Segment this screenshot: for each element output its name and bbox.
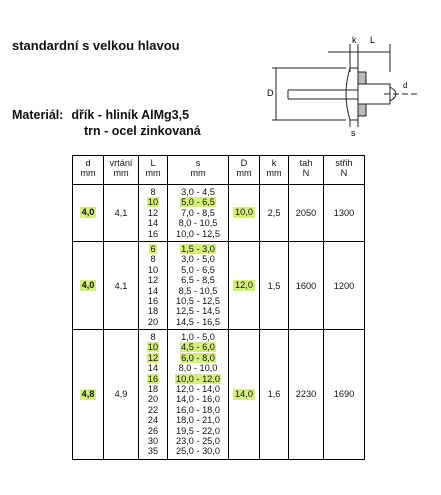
cell-s: 3,0 - 5,0 [181,254,215,265]
cell-L: 20 [147,316,159,327]
cell-L: 6 [150,243,156,254]
col-header: D mm [229,156,260,185]
col-header: L mm [139,156,168,185]
rivet-spec-table [72,155,365,460]
cell-s: 8,0 - 10,0 [178,363,218,374]
cell-s: 4,5 - 6,0 [181,342,215,353]
cell-L: 12 [147,207,159,218]
cell-s: 14,0 - 16,0 [176,394,220,405]
cell-s: 18,0 - 21,0 [176,415,220,426]
cell-strih: 1300 [333,207,355,218]
label-d: d [403,81,408,90]
cell-L: 30 [147,435,159,446]
cell-k: 1,5 [267,280,281,291]
material-label: Materiál: [12,108,64,122]
cell-s: 10,0 - 12,5 [176,228,220,239]
cell-L: 8 [150,332,156,343]
label-D: D [267,88,274,98]
cell-k: 2,5 [267,207,281,218]
cell-s: 10,5 - 12,5 [176,295,220,306]
cell-strih: 1200 [333,280,355,291]
cell-L: 14 [147,218,159,229]
cell-L: 10 [147,264,159,275]
cell-L: 14 [147,363,159,374]
cell-d: 4,8 [81,388,95,399]
cell-L: 10 [147,342,159,353]
material-shaft: dřík - hliník AlMg3,5 [71,108,190,122]
cell-s: 5,0 - 6,5 [181,197,215,208]
label-L: L [370,35,376,45]
col-header: s mm [168,156,229,185]
label-k: k [352,35,357,45]
cell-d: 4,0 [81,207,95,218]
cell-s: 1,0 - 5,0 [181,332,215,343]
label-s: s [351,128,356,137]
cell-L: 22 [147,404,159,415]
cell-s: 14,5 - 16,5 [176,316,220,327]
cell-L: 18 [147,306,159,317]
cell-s: 25,0 - 30,0 [176,446,220,457]
cell-k: 1,6 [267,389,281,400]
col-header: tah N [289,156,324,185]
cell-tah: 2050 [295,207,317,218]
cell-D: 14,0 [235,388,253,399]
cell-L: 12 [147,352,159,363]
table-row [73,241,365,329]
cell-s: 5,0 - 6,5 [181,264,215,275]
cell-L: 20 [147,394,159,405]
cell-s: 19,5 - 22,0 [176,425,220,436]
table-row [73,330,365,460]
cell-L: 8 [150,254,156,265]
cell-vrtani: 4,1 [114,280,128,291]
cell-s: 6,0 - 8,0 [181,352,215,363]
page-title: standardní s velkou hlavou [12,38,180,53]
rivet-drawing [258,32,423,137]
cell-tah: 2230 [295,389,317,400]
cell-tah: 1600 [295,280,317,291]
cell-L: 16 [147,228,159,239]
table-row [73,185,365,242]
cell-D: 12,0 [235,280,253,291]
cell-L: 16 [147,373,159,384]
cell-s: 3,0 - 4,5 [181,187,215,197]
cell-s: 6,5 - 8,5 [181,275,215,286]
cell-D: 10,0 [235,207,253,218]
cell-L: 16 [147,295,159,306]
cell-s: 10,0 - 12,0 [176,373,220,384]
col-header: d mm [73,156,104,185]
material-line-1 [12,108,197,122]
cell-strih: 1690 [333,389,355,400]
cell-d: 4,0 [81,280,95,291]
cell-s: 12,0 - 14,0 [176,384,220,395]
cell-s: 12,5 - 14,5 [176,306,220,317]
cell-s: 23,0 - 25,0 [176,435,220,446]
cell-L: 24 [147,415,159,426]
col-header: vrtání mm [104,156,139,185]
material-mandrel: trn - ocel zinkovaná [84,124,201,138]
cell-s: 8,5 - 10,5 [178,285,218,296]
col-header: k mm [260,156,289,185]
cell-s: 16,0 - 18,0 [176,404,220,415]
cell-vrtani: 4,1 [114,207,128,218]
cell-L: 12 [147,275,159,286]
cell-s: 8,0 - 10,5 [178,218,218,229]
cell-s: 1,5 - 3,0 [181,243,215,254]
cell-L: 14 [147,285,159,296]
cell-L: 18 [147,384,159,395]
cell-L: 8 [150,187,156,197]
cell-s: 7,0 - 8,5 [181,207,215,218]
col-header: střih N [324,156,365,185]
cell-L: 10 [147,197,159,208]
cell-vrtani: 4,9 [114,389,128,400]
cell-L: 35 [147,446,159,457]
cell-L: 26 [147,425,159,436]
